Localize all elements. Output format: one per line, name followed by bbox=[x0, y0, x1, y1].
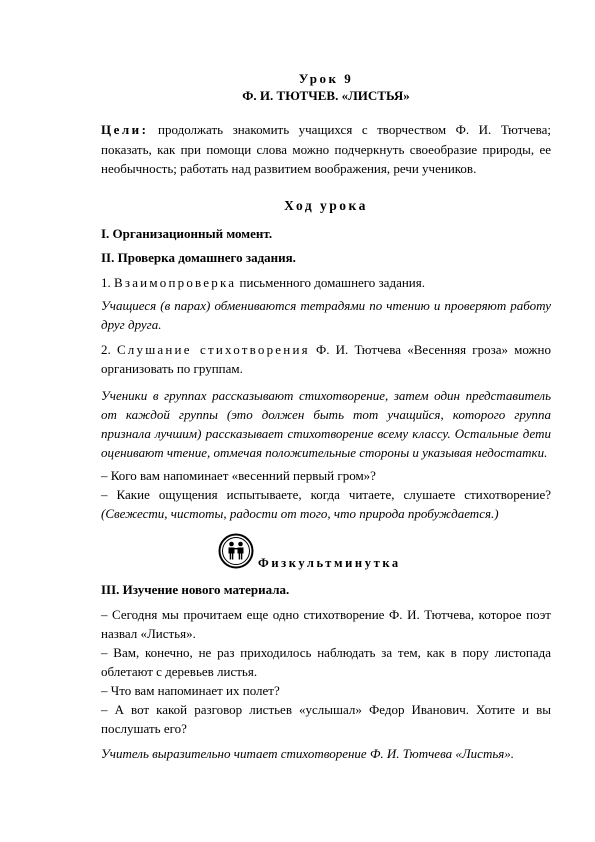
course-heading: Ход урока bbox=[284, 197, 368, 213]
question-thunder: – Кого вам напоминает «весенний первый гром»? bbox=[101, 467, 376, 483]
fizminutka-block bbox=[101, 533, 551, 581]
section-organizational: I. Организационный момент. bbox=[101, 225, 273, 241]
item-text: Ф. И. Тютчева «Весенняя гроза» можно организовать по группам. bbox=[101, 341, 551, 376]
item-listening-note: Ученики в группах рассказывают стихотворение, затем один представитель от каждой группы (это должен быть тот учащийся, которого группа признала лучшим) рассказывает стихотворение всему классу. Остальные дети оценивают чтение, отмечая положительные стороны и указывая недостатки. bbox=[101, 387, 551, 460]
two-people-icon bbox=[218, 533, 254, 569]
question-feelings bbox=[101, 485, 551, 523]
dialogue-line: – А вот какой разговор листьев «услышал» Федор Иванович. Хотите и вы послушать его? bbox=[101, 701, 551, 736]
question-text: – Какие ощущения испытываете, когда читаете, слушаете стихотворение? bbox=[101, 486, 551, 502]
goals-label: Цели: bbox=[101, 122, 149, 137]
fizminutka-label: Физкультминутка bbox=[258, 555, 401, 570]
section-new-material: III. Изучение нового материала. bbox=[101, 581, 290, 597]
item-spaced-title: Слушание стихотворения bbox=[116, 341, 310, 357]
document-page bbox=[101, 70, 551, 763]
item-spaced-title: Взаимопроверка bbox=[114, 274, 237, 290]
item-number: 2. bbox=[101, 341, 117, 357]
goals-text: продолжать знакомить учащихся с творчеством Ф. И. Тютчева; показать, как при помощи слова можно подчеркнуть своеобразие природы, ее необычность; работать над развитием воображения, речи учеников. bbox=[101, 122, 551, 176]
teacher-reads-note: Учитель выразительно читает стихотворение Ф. И. Тютчева «Листья». bbox=[101, 745, 515, 761]
item-peer-review-note: Учащиеся (в парах) обмениваются тетрадями по чтению и проверяют работу друг друга. bbox=[101, 297, 551, 332]
item-listening bbox=[101, 340, 551, 378]
lesson-goals bbox=[101, 120, 551, 179]
item-text: письменного домашнего задания. bbox=[236, 274, 425, 290]
item-peer-review bbox=[101, 273, 551, 292]
lesson-title: Ф. И. ТЮТЧЕВ. «ЛИСТЬЯ» bbox=[242, 88, 410, 103]
dialogue-line: – Что вам напоминает их полет? bbox=[101, 682, 280, 698]
lesson-number: Урок 9 bbox=[298, 71, 354, 86]
dialogue-line: – Сегодня мы прочитаем еще одно стихотворение Ф. И. Тютчева, которое поэт назвал «Листья». bbox=[101, 606, 551, 641]
section-homework-check: II. Проверка домашнего задания. bbox=[101, 249, 296, 265]
item-number: 1. bbox=[101, 274, 114, 290]
question-answer: (Свежести, чистоты, радости от того, что природа пробуждается.) bbox=[101, 505, 499, 521]
dialogue-line: – Вам, конечно, не раз приходилось наблюдать за тем, как в пору листопада облетают с деревьев листья. bbox=[101, 644, 551, 679]
